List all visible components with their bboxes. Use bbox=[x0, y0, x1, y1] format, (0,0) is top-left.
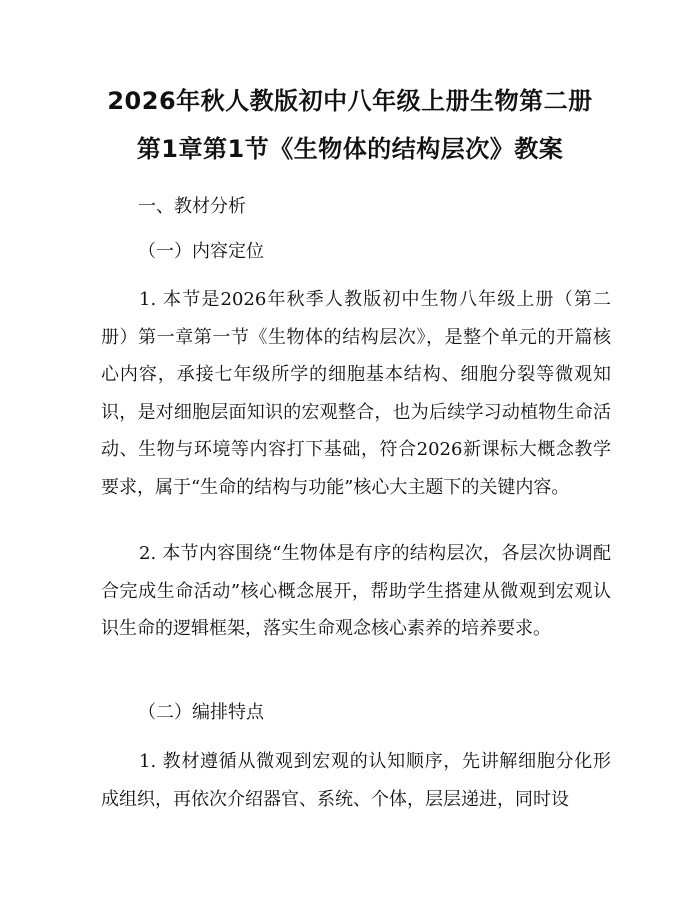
subsection-heading-arrangement-features: （二）编排特点 bbox=[138, 702, 264, 723]
paragraph-2: 2. 本节内容围绕“生物体是有序的结构层次，各层次协调配合完成生命活动”核心概念展开，帮助学生搭建从微观到宏观认识生命的逻辑框架，落实生命观念核心素养的培养要求。 bbox=[101, 543, 611, 639]
section-heading-textbook-analysis: 一、教材分析 bbox=[138, 196, 246, 217]
paragraph-1: 1. 本节是2026年秋季人教版初中生物八年级上册（第二册）第一章第一节《生物体的结构层次》，是整个单元的开篇核心内容，承接七年级所学的细胞基本结构、细胞分裂等微观知识，是对细胞层面知识的宏观整合，也为后续学习动植物生命活动、生物与环境等内容打下基础，符合2026新课标大概念教学要求，属于“生命的结构与功能”核心大主题下的关键内容。 bbox=[101, 289, 611, 498]
document-title-line-2: 第1章第1节《生物体的结构层次》教案 bbox=[136, 135, 564, 163]
document-title-line-1: 2026年秋人教版初中八年级上册生物第二册 bbox=[107, 87, 593, 115]
subsection-heading-content-positioning: （一）内容定位 bbox=[138, 241, 264, 262]
paragraph-3: 1. 教材遵循从微观到宏观的认知顺序，先讲解细胞分化形成组织，再依次介绍器官、系统、个体，层层递进，同时设 bbox=[101, 751, 611, 810]
